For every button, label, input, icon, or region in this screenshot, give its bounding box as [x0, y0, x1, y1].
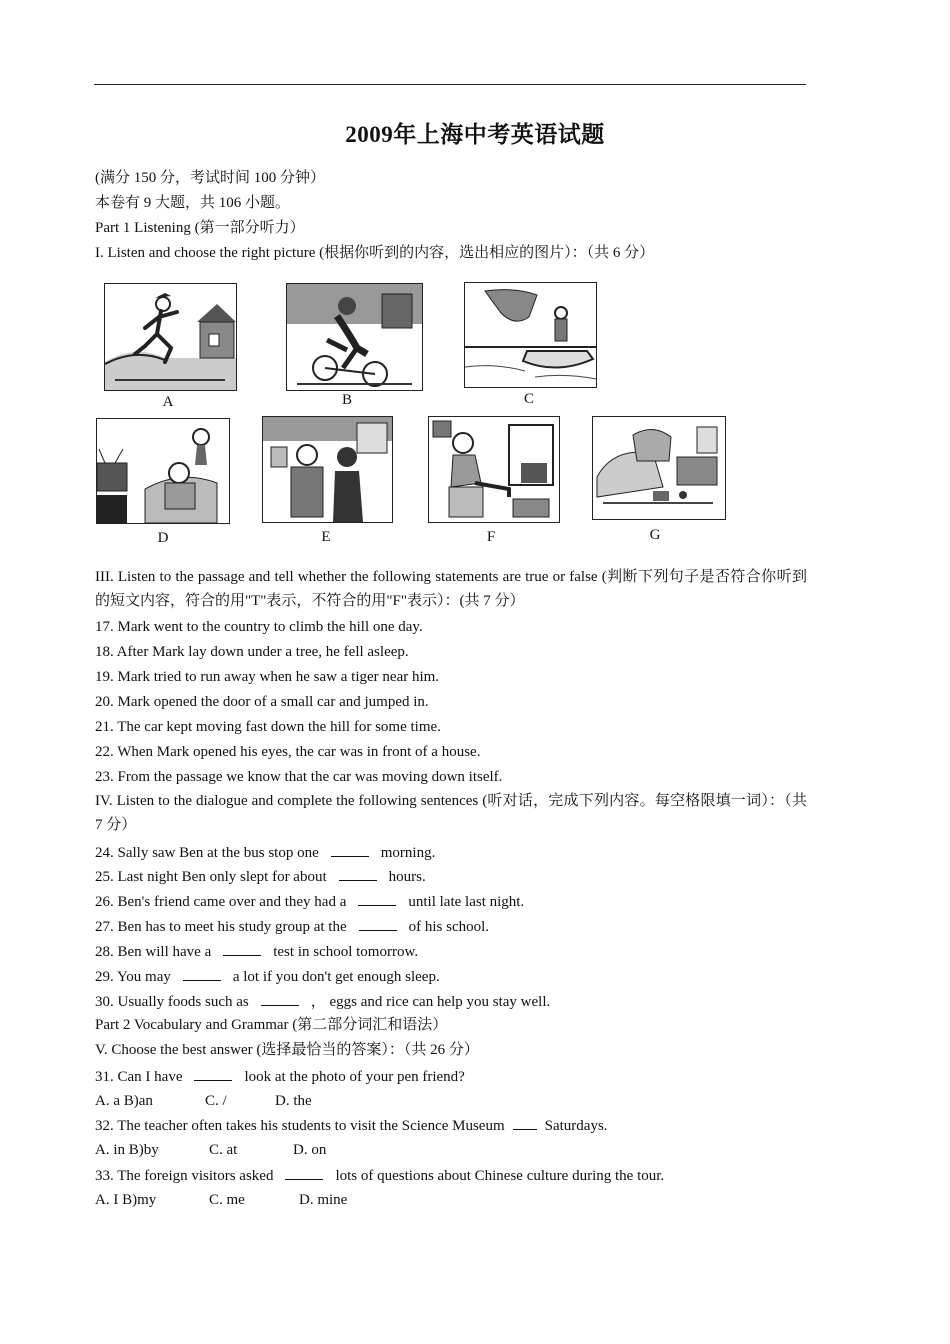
answer-blank[interactable]: [331, 842, 369, 857]
question-33-options: [95, 1190, 347, 1210]
option-d[interactable]: D. the: [275, 1093, 312, 1109]
answer-blank[interactable]: [339, 866, 377, 881]
fill-item-25: [95, 866, 426, 887]
picture-e: [262, 416, 393, 523]
fill-item-text: 27. Ben has to meet his study group at the: [95, 919, 347, 935]
question-text: Saturdays.: [544, 1118, 608, 1134]
page-title: 2009年上海中考英语试题: [345, 122, 605, 147]
option-d[interactable]: D. mine: [299, 1192, 348, 1208]
question-33: [95, 1165, 664, 1186]
question-31-options: [95, 1091, 312, 1111]
picture-b: [286, 283, 423, 391]
fill-item-29: [95, 966, 440, 987]
fill-item-text: test in school tomorrow.: [273, 944, 419, 960]
fill-item-text: until late last night.: [408, 894, 525, 910]
answer-blank[interactable]: [223, 941, 261, 956]
answer-blank[interactable]: [513, 1115, 537, 1130]
option-d[interactable]: D. on: [293, 1142, 327, 1158]
man-reading-picture: [429, 417, 559, 522]
picture-label-b: B: [341, 392, 352, 408]
picture-label-g: G: [649, 527, 661, 543]
answer-blank[interactable]: [261, 991, 299, 1006]
picture-label-a: A: [162, 394, 174, 410]
section4-heading: IV. Listen to the dialogue and complete the following sentences (听对话，完成下列内容。每空格限填一词）：（共 7 分）: [95, 793, 807, 833]
fill-item-text: 28. Ben will have a: [95, 944, 212, 960]
fill-item-text: morning.: [380, 845, 436, 861]
picture-a: [104, 283, 237, 391]
part1-heading: Part 1 Listening (第一部分听力）: [95, 220, 305, 236]
question-text: 31. Can I have: [95, 1069, 183, 1085]
question-text: 32. The teacher often takes his students to visit the Science Museum: [95, 1118, 505, 1134]
picture-label-e: E: [321, 529, 331, 545]
answer-blank[interactable]: [285, 1165, 323, 1180]
statement-22: 22. When Mark opened his eyes, the car was in front of a house.: [95, 744, 481, 760]
fill-item-text: hours.: [388, 869, 426, 885]
score-time-note: (满分 150 分，考试时间 100 分钟）: [95, 170, 325, 186]
fill-item-text: 29. You may: [95, 969, 171, 985]
option-a-b[interactable]: A. in B)by: [95, 1142, 159, 1158]
picture-label-d: D: [157, 530, 169, 546]
running-boy-picture: [105, 284, 236, 390]
statement-21: 21. The car kept moving fast down the hill for some time.: [95, 719, 441, 735]
answer-blank[interactable]: [183, 966, 221, 981]
paper-summary: 本卷有 9 大题，共 106 小题。: [95, 195, 291, 211]
question-text: look at the photo of your pen friend?: [244, 1069, 465, 1085]
couple-portrait-picture: [263, 417, 392, 522]
option-c[interactable]: C. me: [209, 1192, 245, 1208]
family-tv-picture: [97, 419, 229, 523]
question-text: lots of questions about Chinese culture during the tour.: [335, 1168, 665, 1184]
top-rule: [94, 84, 806, 85]
statement-17: 17. Mark went to the country to climb the hill one day.: [95, 619, 423, 635]
fill-item-text: 26. Ben's friend came over and they had a: [95, 894, 347, 910]
part2-heading: Part 2 Vocabulary and Grammar (第二部分词汇和语法）: [95, 1017, 448, 1033]
picture-d: [96, 418, 230, 524]
statement-18: 18. After Mark lay down under a tree, he fell asleep.: [95, 644, 409, 660]
fill-item-text: ， eggs and rice can help you stay well.: [310, 994, 551, 1010]
option-a-b[interactable]: A. a B)an: [95, 1093, 153, 1109]
fill-item-27: [95, 916, 489, 937]
messy-bed-picture: [593, 417, 725, 519]
answer-blank[interactable]: [359, 916, 397, 931]
question-32-options: [95, 1140, 326, 1160]
statement-19: 19. Mark tried to run away when he saw a tiger near him.: [95, 669, 440, 685]
fill-item-text: 30. Usually foods such as: [95, 994, 249, 1010]
fill-item-text: 25. Last night Ben only slept for about: [95, 869, 327, 885]
fill-item-26: [95, 891, 524, 912]
statement-23: 23. From the passage we know that the car was moving down itself.: [95, 769, 503, 785]
picture-c: [464, 282, 597, 388]
picture-g: [592, 416, 726, 520]
fill-item-text: a lot if you don't get enough sleep.: [232, 969, 440, 985]
section5-heading: V. Choose the best answer (选择最恰当的答案）：（共 26 分）: [95, 1042, 479, 1058]
picture-f: [428, 416, 560, 523]
picture-label-c: C: [523, 391, 534, 407]
picture-label-f: F: [486, 529, 496, 545]
fill-item-28: [95, 941, 418, 962]
question-32: [95, 1115, 608, 1136]
answer-blank[interactable]: [358, 891, 396, 906]
fill-item-text: of his school.: [408, 919, 490, 935]
statement-20: 20. Mark opened the door of a small car and jumped in.: [95, 694, 429, 710]
section3-heading: III. Listen to the passage and tell whether the following statements are true or false (判断下列句子是否符合你听到的短文内容，符合的用"T"表示，不符合的用"F"表示）：(共 7 分）: [95, 569, 807, 609]
section1-heading: I. Listen and choose the right picture (根据你听到的内容，选出相应的图片）：（共 6 分）: [95, 245, 655, 261]
fill-item-24: [95, 842, 435, 863]
question-31: [95, 1066, 465, 1087]
fallen-cyclist-picture: [287, 284, 422, 390]
option-c[interactable]: C. /: [205, 1093, 227, 1109]
fill-item-30: [95, 991, 550, 1012]
question-text: 33. The foreign visitors asked: [95, 1168, 274, 1184]
fill-item-text: 24. Sally saw Ben at the bus stop one: [95, 845, 319, 861]
option-c[interactable]: C. at: [209, 1142, 238, 1158]
answer-blank[interactable]: [194, 1066, 232, 1081]
option-a-b[interactable]: A. I B)my: [95, 1192, 157, 1208]
man-in-boat-picture: [465, 283, 596, 387]
